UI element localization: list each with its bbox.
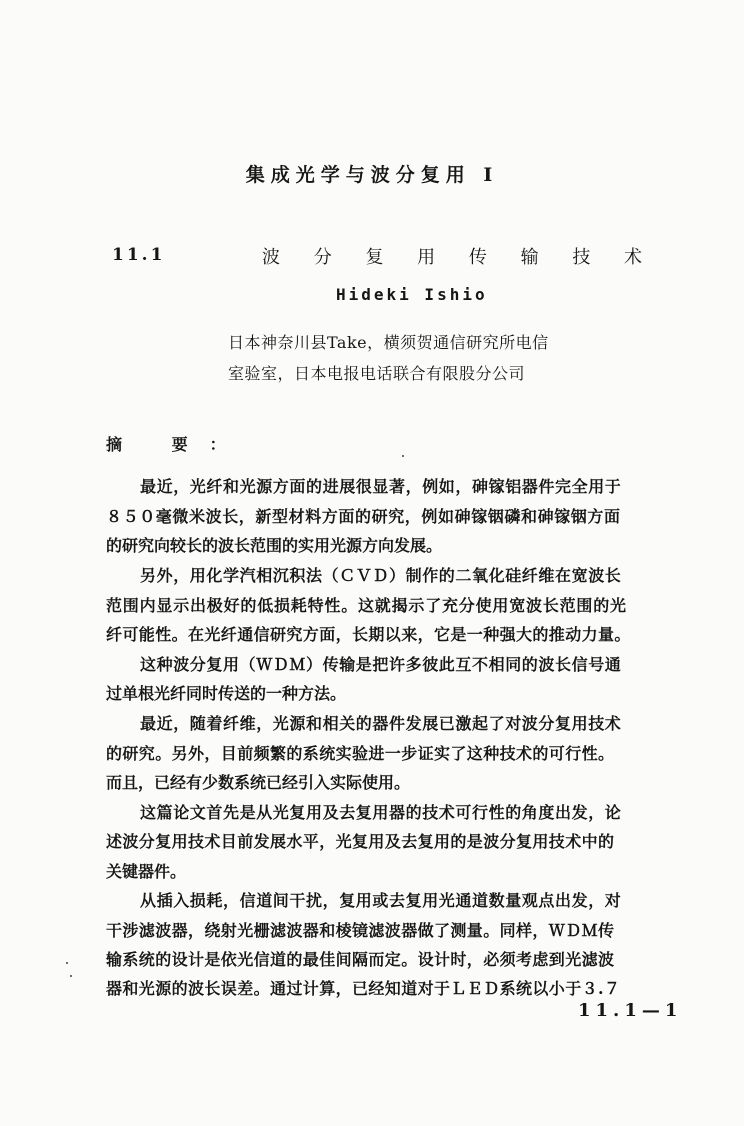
body-line: 最近，光纤和光源方面的进展很显著，例如，砷镓铝器件完全用于 — [140, 477, 622, 496]
body-line: 过单根光纤同时传送的一种方法。 — [106, 684, 347, 703]
body-line: 述波分复用技术目前发展水平，光复用及去复用的是波分复用技术中的 — [106, 832, 615, 851]
section-number: 11.1 — [112, 245, 166, 265]
scan-speck — [70, 975, 72, 977]
author-name: Hideki Ishio — [336, 285, 488, 304]
section-heading: 集成光学与波分复用 I — [245, 164, 499, 186]
body-line: 的研究。另外，目前频繁的系统实验进一步证实了这种技术的可行性。 — [106, 744, 615, 763]
abstract-label: 摘 要： — [106, 435, 248, 454]
body-line: 的研究向较长的波长范围的实用光源方向发展。 — [106, 536, 443, 555]
body-line: 纤可能性。在光纤通信研究方面，长期以来，它是一种强大的推动力量。 — [106, 625, 631, 644]
body-line: 器和光源的波长误差。通过计算，已经知道对于ＬＥＤ系统以小于３.７ — [106, 979, 621, 998]
scan-speck — [66, 962, 68, 964]
body-line: 而且，已经有少数系统已经引入实际使用。 — [106, 773, 411, 792]
body-line: 范围内显示出极好的低损耗特性。这就揭示了充分使用宽波长范围的光 — [106, 596, 627, 615]
body-line: 从插入损耗，信道间干扰，复用或去复用光通道数量观点出发，对 — [140, 891, 622, 910]
scan-speck — [402, 455, 404, 457]
body-line: 最近，随着纤维，光源和相关的器件发展已激起了对波分复用技术 — [140, 714, 622, 733]
body-line: 输系统的设计是依光信道的最佳间隔而定。设计时，必须考虑到光滤波 — [106, 950, 615, 969]
body-line: 这种波分复用（ＷＤＭ）传输是把许多彼此互不相同的波长信号通 — [140, 655, 622, 674]
body-line: 关键器件。 — [106, 862, 187, 881]
article-title: 波 分 复 用 传 输 技 术 — [262, 247, 657, 268]
affiliation-line: 日本神奈川县Take，横须贺通信研究所电信 — [228, 333, 549, 352]
affiliation-line: 室验室，日本电报电话联合有限股分公司 — [228, 364, 526, 383]
body-line: 干涉滤波器，绕射光栅滤波器和棱镜滤波器做了测量。同样，ＷＤＭ传 — [106, 921, 615, 940]
body-line: 另外，用化学汽相沉积法（ＣＶＤ）制作的二氧化硅纤维在宽波长 — [140, 566, 622, 585]
body-line: 这篇论文首先是从光复用及去复用器的技术可行性的角度出发，论 — [140, 803, 622, 822]
body-line: ８５０毫微米波长，新型材料方面的研究，例如砷镓铟磷和砷镓铟方面 — [106, 507, 621, 526]
page-number: 11.1—1 — [578, 1000, 683, 1021]
